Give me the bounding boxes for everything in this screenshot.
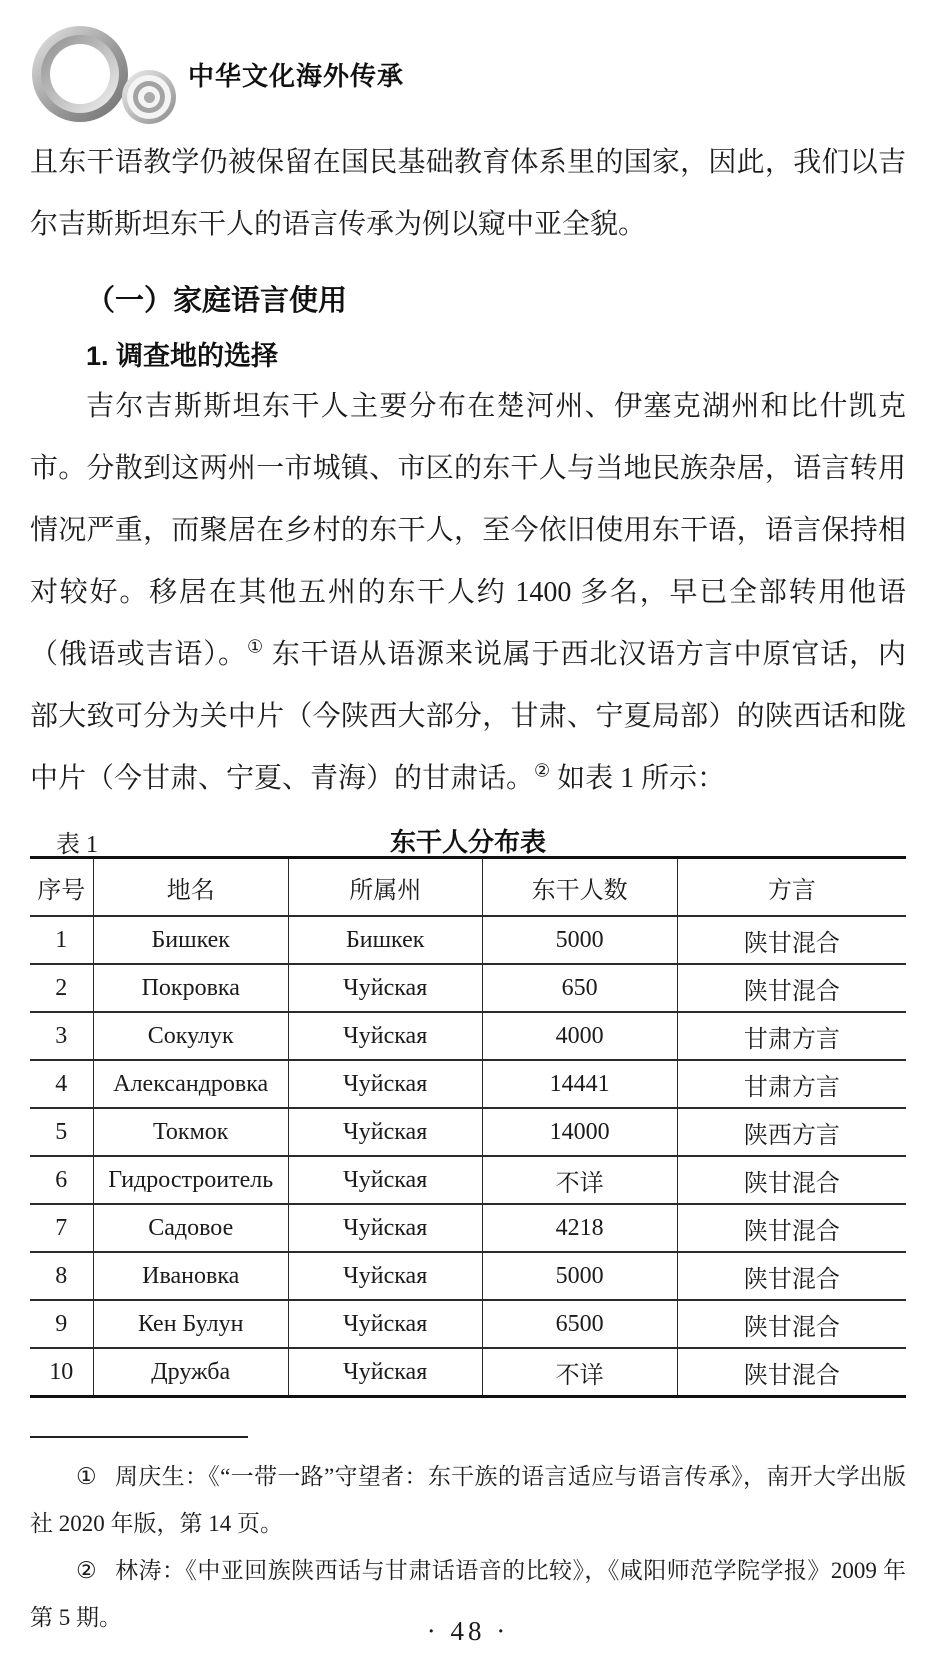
table-row	[30, 916, 906, 964]
cell-index: 6	[30, 1156, 93, 1204]
table-caption	[30, 820, 906, 856]
table-row	[30, 1108, 906, 1156]
rings-logo-icon	[30, 24, 172, 124]
cell-oblast: Чуйская	[288, 1060, 482, 1108]
footnote-1-marker: ①	[76, 1464, 97, 1489]
cell-dialect: 陕西方言	[677, 1108, 906, 1156]
cell-index: 3	[30, 1012, 93, 1060]
cell-index: 8	[30, 1252, 93, 1300]
footnote-2-marker: ②	[76, 1558, 98, 1583]
dungan-distribution-table	[30, 856, 906, 1398]
col-header-index: 序号	[30, 858, 93, 917]
paragraph-survey-seg1: 吉尔吉斯斯坦东干人主要分布在楚河州、伊塞克湖州和比什凯克市。分散到这两州一市城镇、市区的东干人与当地民族杂居，语言转用情况严重，而聚居在乡村的东干人，至今依旧使用东干语，语言保持相对较好。移居在其他五州的东干人约 1400 多名，早已全部转用他语（俄语或吉语）。	[30, 391, 906, 670]
page-header	[30, 0, 906, 124]
cell-place: Бишкек	[93, 916, 288, 964]
cell-oblast: Чуйская	[288, 1204, 482, 1252]
table-row	[30, 1252, 906, 1300]
paragraph-intro: 且东干语教学仍被保留在国民基础教育体系里的国家，因此，我们以吉尔吉斯斯坦东干人的语言传承为例以窥中亚全貌。	[30, 147, 906, 240]
cell-oblast: Чуйская	[288, 1252, 482, 1300]
cell-place: Сокулук	[93, 1012, 288, 1060]
cell-place: Гидростроитель	[93, 1156, 288, 1204]
cell-place: Покровка	[93, 964, 288, 1012]
cell-index: 10	[30, 1348, 93, 1397]
col-header-oblast: 所属州	[288, 858, 482, 917]
table-row	[30, 1204, 906, 1252]
table-caption-label: 表 1	[56, 832, 98, 858]
page-number: · 48 ·	[426, 1616, 510, 1646]
table-caption-title: 东干人分布表	[389, 827, 546, 857]
cell-dialect: 甘肃方言	[677, 1060, 906, 1108]
footnote-1	[30, 1453, 906, 1547]
cell-oblast: Чуйская	[288, 1156, 482, 1204]
table-row	[30, 1156, 906, 1204]
table-row	[30, 1060, 906, 1108]
cell-oblast: Чуйская	[288, 1348, 482, 1397]
cell-index: 7	[30, 1204, 93, 1252]
cell-index: 9	[30, 1300, 93, 1348]
paragraph-survey	[30, 376, 906, 810]
sub-heading: 1. 调查地的选择	[86, 341, 279, 371]
cell-oblast: Чуйская	[288, 1012, 482, 1060]
cell-population: 650	[482, 964, 677, 1012]
cell-dialect: 陕甘混合	[677, 1156, 906, 1204]
cell-oblast: Бишкек	[288, 916, 482, 964]
footnote-2-text: 林涛：《中亚回族陕西话与甘肃话语音的比较》，《咸阳师范学院学报》2009 年第 5 期。	[30, 1558, 907, 1630]
col-header-dialect: 方言	[677, 858, 906, 917]
cell-place: Дружба	[93, 1348, 288, 1397]
cell-population: 4000	[482, 1012, 677, 1060]
paragraph-survey-seg2: 东干语从语源来说属于西北汉语方言中原官话，内部大致可分为关中片（今陕西大部分，甘肃、宁夏局部）的陕西话和陇中片（今甘肃、宁夏、青海）的甘肃话。	[30, 639, 906, 794]
cell-dialect: 陕甘混合	[677, 1252, 906, 1300]
cell-oblast: Чуйская	[288, 964, 482, 1012]
table-header-row	[30, 858, 906, 917]
table-row	[30, 964, 906, 1012]
cell-place: Токмок	[93, 1108, 288, 1156]
cell-population: 5000	[482, 1252, 677, 1300]
cell-index: 2	[30, 964, 93, 1012]
cell-population: 不详	[482, 1156, 677, 1204]
footnote-ref-1: ①	[246, 636, 264, 657]
cell-index: 1	[30, 916, 93, 964]
footnote-ref-2: ②	[534, 760, 551, 781]
col-header-place: 地名	[93, 858, 288, 917]
table-row	[30, 1012, 906, 1060]
table-row	[30, 1348, 906, 1397]
logo-large-ring-icon	[32, 26, 128, 122]
cell-index: 5	[30, 1108, 93, 1156]
col-header-population: 东干人数	[482, 858, 677, 917]
footnote-divider	[30, 1436, 248, 1438]
cell-population: 14441	[482, 1060, 677, 1108]
table-row	[30, 1300, 906, 1348]
cell-index: 4	[30, 1060, 93, 1108]
logo-small-ring-icon	[122, 70, 176, 124]
cell-dialect: 陕甘混合	[677, 964, 906, 1012]
cell-place: Кен Булун	[93, 1300, 288, 1348]
cell-population: 不详	[482, 1348, 677, 1397]
cell-place: Садовое	[93, 1204, 288, 1252]
section-heading: （一）家庭语言使用	[86, 285, 348, 317]
paragraph-survey-seg3: 如表 1 所示：	[550, 763, 726, 794]
cell-population: 6500	[482, 1300, 677, 1348]
cell-dialect: 陕甘混合	[677, 1348, 906, 1397]
cell-population: 5000	[482, 916, 677, 964]
book-series-title: 中华文化海外传承	[188, 60, 405, 91]
cell-population: 4218	[482, 1204, 677, 1252]
cell-population: 14000	[482, 1108, 677, 1156]
cell-oblast: Чуйская	[288, 1108, 482, 1156]
cell-dialect: 陕甘混合	[677, 1204, 906, 1252]
cell-dialect: 甘肃方言	[677, 1012, 906, 1060]
cell-oblast: Чуйская	[288, 1300, 482, 1348]
cell-dialect: 陕甘混合	[677, 916, 906, 964]
cell-place: Александровка	[93, 1060, 288, 1108]
cell-place: Ивановка	[93, 1252, 288, 1300]
cell-dialect: 陕甘混合	[677, 1300, 906, 1348]
footnote-1-text: 周庆生：《“一带一路”守望者：东干族的语言适应与语言传承》，南开大学出版社 2020 年版，第 14 页。	[30, 1464, 906, 1536]
